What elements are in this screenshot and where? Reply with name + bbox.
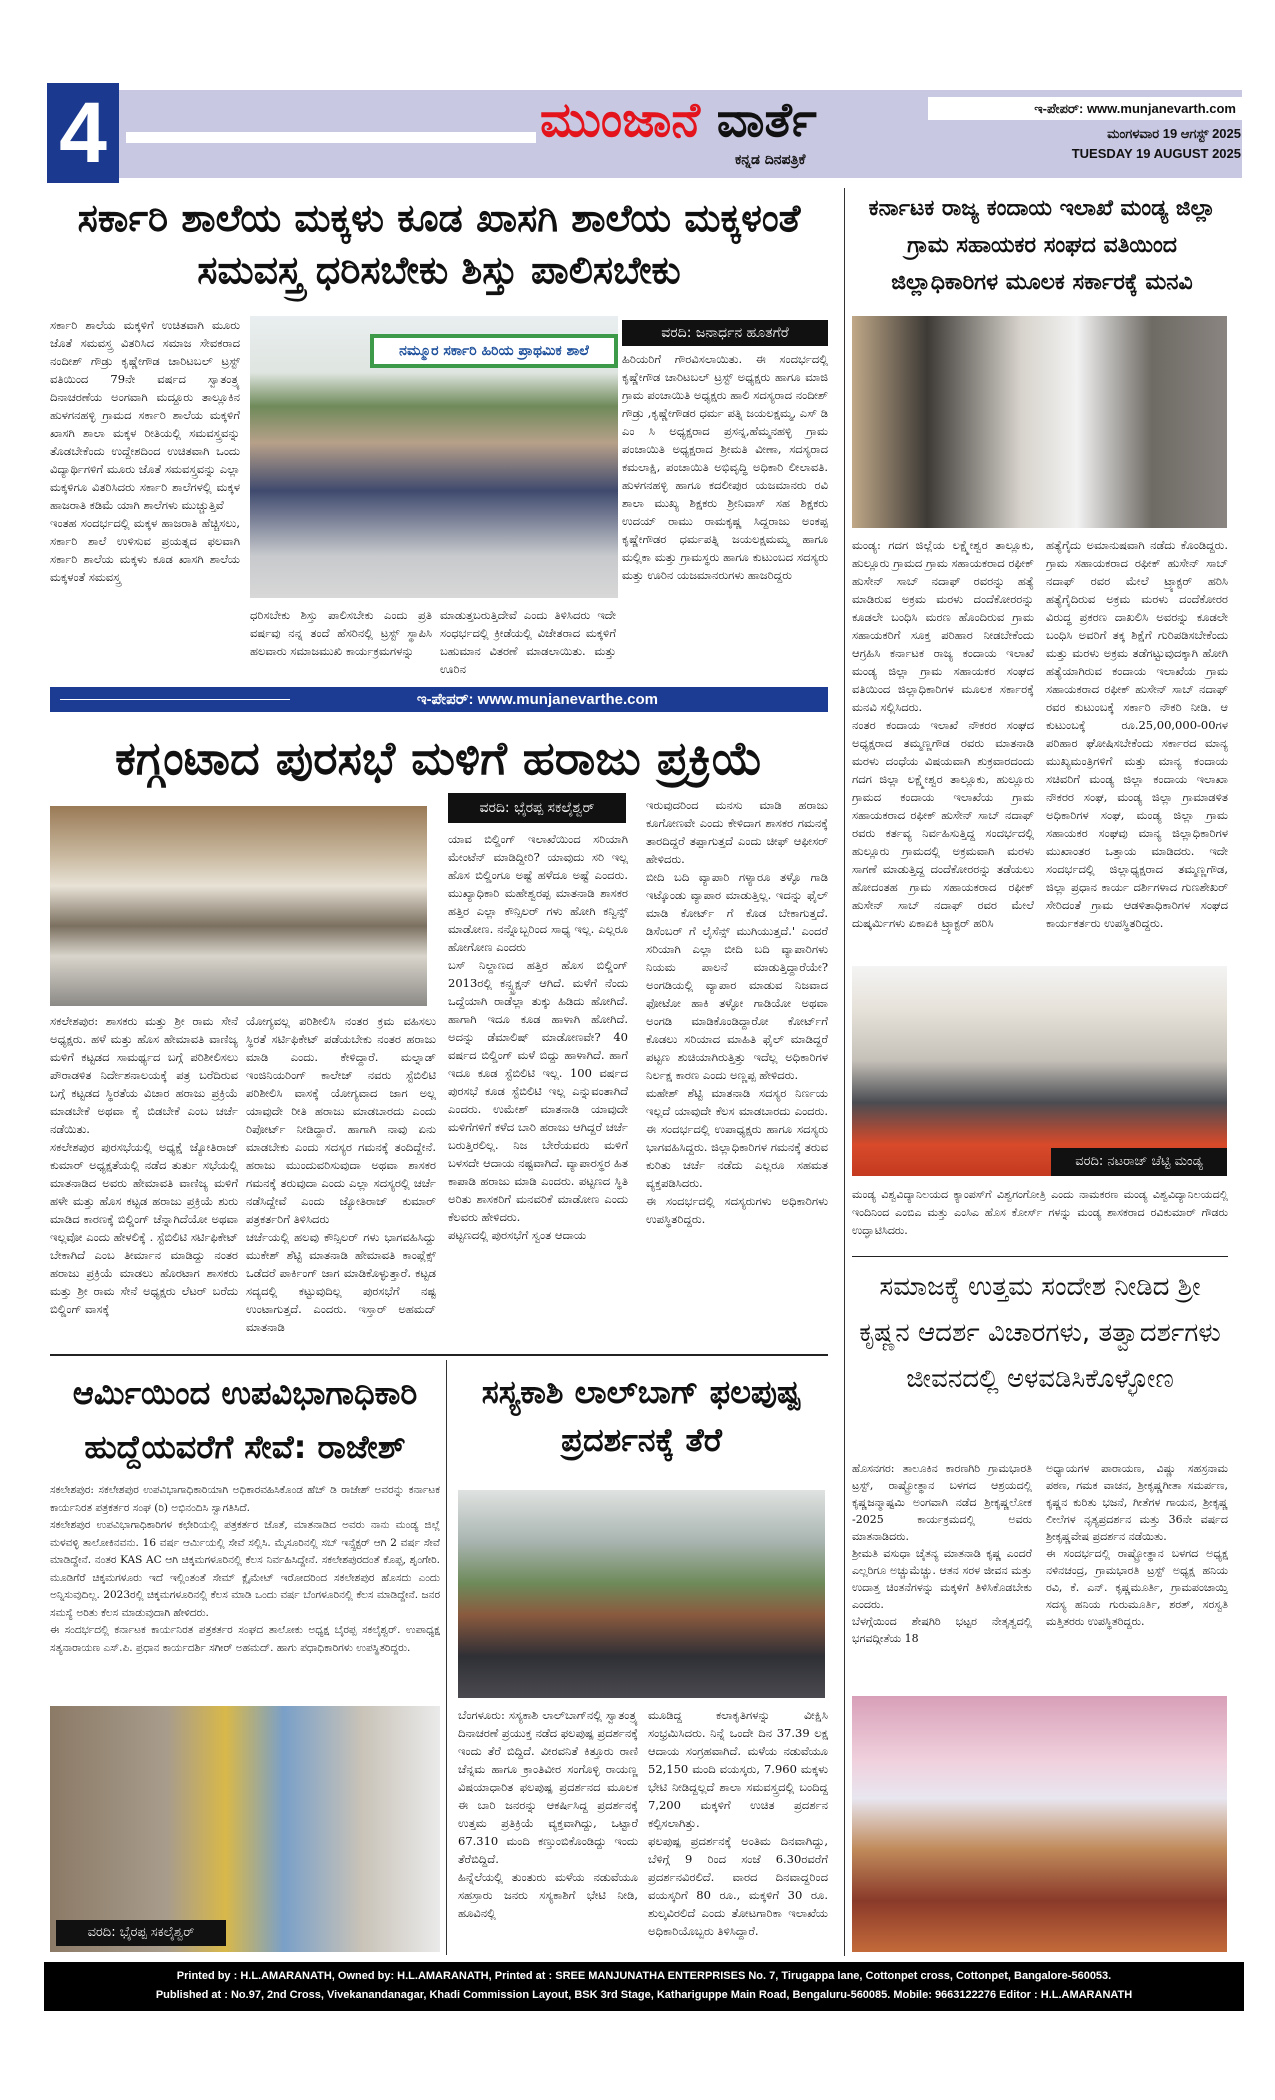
article1-col4: ಹಿರಿಯರಿಗೆ ಗೌರವಿಸಲಾಯಿತು. ಈ ಸಂದರ್ಭದಲ್ಲಿ ಕೃಷ್ಣೇಗೌಡ ಚಾರಿಟಬಲ್ ಟ್ರಸ್ಟ್ ಅಧ್ಯಕ್ಷರು ಹಾಗೂ ಮಾಜಿ ಗ್ರಾಮ ಪಂಚಾಯಿತಿ ಅಧ್ಯಕ್ಷರು ಹಾಲಿ ಸದಸ್ಯರಾದ ನಂದೀಶ್ ಗೌಡ್ರು ,ಕೃಷ್ಣೇಗೌಡರ ಧರ್ಮ ಪತ್ನಿ ಜಯಲಕ್ಷಮ್ಮ, ಎಸ್ ಡಿ ಎಂ ಸಿ ಅಧ್ಯಕ್ಷರಾದ ಪ್ರಸನ್ನ,ಹೆಮ್ಮನಹಳ್ಳಿ ಗ್ರಾಮ ಪಂಚಾಯಿತಿ ಅಧ್ಯಕ್ಷರಾದ ಶ್ರೀಮತಿ ವೀಣಾ, ಸದಸ್ಯರಾದ ಕಮಲಾಕ್ಷಿ, ಪಂಚಾಯಿತಿ ಅಭಿವೃದ್ಧಿ ಅಧಿಕಾರಿ ಲೀಲಾವತಿ. ಹುಳಗನಹಳ್ಳಿ ಹಾಗೂ ಕದಲೀಪುರ ಯಜಮಾನರು ರವಿ ಶಾಲಾ ಮುಖ್ಯ ಶಿಕ್ಷಕರು ಶ್ರೀನಿವಾಸ್ ಸಹ ಶಿಕ್ಷಕರು ಉದಯ್ ರಾಮು ರಾಮಕೃಷ್ಣ ಸಿದ್ದರಾಜು ಅಂಕಪ್ಪ ಕೃಷ್ಣೇಗೌಡರ ಧರ್ಮಪತ್ನಿ ಜಯಲಕ್ಷಮಮ್ಮ ಹಾಗೂ ಮಲ್ಲಿಕಾ ಮತ್ತು ಗ್ರಾಮಸ್ಥರು ಹಾಗೂ ಕುಟುಂಬದ ಸದಸ್ಯರು ಮತ್ತು ಊರಿನ ಯಜಮಾನರುಗಳು ಹಾಜರಿದ್ದರು (622, 352, 828, 582)
council-meeting-photo (50, 806, 427, 1006)
date-kannada: ಮಂಗಳವಾರ 19 ಆಗಸ್ಟ್ 2025 (1107, 126, 1241, 141)
masthead-rule (126, 132, 536, 143)
headline-army-rajesh: ಆರ್ಮಿಯಿಂದ ಉಪವಿಭಾಗಾಧಿಕಾರಿ ಹುದ್ದೆಯವರೆಗೆ ಸೇವೆ: ರಾಜೇಶ್ (72, 1374, 418, 1466)
headline-school-uniform: ಸರ್ಕಾರಿ ಶಾಲೆಯ ಮಕ್ಕಳು ಕೂಡ ಖಾಸಗಿ ಶಾಲೆಯ ಮಕ್ಕಳಂತೆ ಸಮವಸ್ತ್ರ ಧರಿಸಬೇಕು ಶಿಸ್ತು ಪಾಲಿಸಬೇಕು (77, 196, 801, 292)
article5-col2: ಹತ್ಯೆಗೈದು ಅಮಾನುಷವಾಗಿ ನಡೆದು ಕೊಂಡಿದ್ದರು. ಗ್ರಾಮ ಸಹಾಯಕರಾದ ರಫೀಕ್ ಹುಸೇನ್ ಸಾಬ್ ನದಾಫ್ ರವರ ಮೇಲೆ ಟ್ರ್ಯಾಕ್ಟರ್ ಹರಿಸಿ ಹತ್ಯೆಗೈದಿರುವ ಅಕ್ರಮ ಮರಳು ದಂದೆಕೋರರ ವಿರುದ್ಧ ಪ್ರಕರಣ ದಾಖಲಿಸಿ ಅವರನ್ನು ಕೂಡಲೇ ಬಂಧಿಸಿ ಅವರಿಗೆ ತಕ್ಕ ಶಿಕ್ಷೆಗೆ ಗುರಿಪಡಿಸಬೇಕೆಂದು ಮತ್ತು ಮರಳು ಅಕ್ರಮ ತಡೆಗಟ್ಟುವುದಕ್ಕಾಗಿ ಹೋಗಿ ಹತ್ಯೆಯಾಗಿರುವ ಕಂದಾಯ ಇಲಾಖೆಯ ಗ್ರಾಮ ಸಹಾಯಕರಾದ ರಫೀಕ್ ಹುಸೇನ್ ಸಾಬ್ ನದಾಫ್ ರವರ ಕುಟುಂಬಕ್ಕೆ ಸರ್ಕಾರಿ ನೌಕರಿ ನೀಡಿ. ಆ ಕುಟುಂಬಕ್ಕೆ ರೂ.25,00,000-00ಗಳ ಪರಿಹಾರ ಘೋಷಿಸಬೇಕೆಂದು ಸರ್ಕಾರದ ಮಾನ್ಯ ಮುಖ್ಯಮಂತ್ರಿಗಳಿಗೆ ಮತ್ತು ಮಾನ್ಯ ಕಂದಾಯ ಸಚಿವರಿಗೆ ಮಂಡ್ಯ ಜಿಲ್ಲಾ ಕಂದಾಯ ಇಲಾಖಾ ನೌಕರರ ಸಂಘ, ಮಂಡ್ಯ ಜಿಲ್ಲಾ ಗ್ರಾಮಾಡಳಿತ ಅಧಿಕಾರಿಗಳ ಸಂಘ, ಮಂಡ್ಯ ಜಿಲ್ಲಾ ಗ್ರಾಮ ಸಹಾಯಕರ ಸಂಘವು ಮಾನ್ಯ ಜಿಲ್ಲಾಧಿಕಾರಿಗಳ ಮುಖಾಂತರ ಒತ್ತಾಯ ಮಾಡಿದರು. ಇದೇ ಸಂದರ್ಭದಲ್ಲಿ ಜಿಲ್ಲಾಧ್ಯಕ್ಷರಾದ ತಮ್ಮಣ್ಣಗೌಡ, ಜಿಲ್ಲಾ ಪ್ರಧಾನ ಕಾರ್ಯ ದರ್ಶಿಗಳಾದ ಗುಣಶೇಖರ್ ಸೇರಿದಂತೆ ಗ್ರಾಮ ಆಡಳಿತಾಧಿಕಾರಿಗಳ ಸಂಘದ ಕಾರ್ಯಕರ್ತರು ಉಪಸ್ಥಿತರಿದ್ದರು. (1046, 538, 1228, 930)
article1-col3: ಮಾಡುತ್ತಬರುತ್ತಿದೇವೆ ಎಂದು ತಿಳಿಸಿದರು ಇದೇ ಸಂಧರ್ಭದಲ್ಲಿ ಕ್ರೀಡೆಯಲ್ಲಿ ವಿಜೇತರಾದ ಮಕ್ಕಳಿಗೆ ಬಹುಮಾನ ವಿತರಣೆ ಮಾಡಲಾಯಿತು. ಮತ್ತು ಊರಿನ (440, 608, 616, 676)
lalbagh-glasshouse-photo (458, 1490, 825, 1698)
imprint-footer (44, 1962, 1244, 2011)
krishna-event-photo (852, 1696, 1227, 1952)
university-inauguration-photo (852, 966, 1227, 1176)
epaper-link[interactable]: ಇ-ಪೇಪರ್: www.munjanevarth.com (928, 97, 1242, 120)
tagline: ಕನ್ನಡ ದಿನಪತ್ರಿಕೆ (735, 152, 806, 168)
memorandum-photo (852, 316, 1227, 528)
headline-revenue-dept-petition: ಕರ್ನಾಟಕ ರಾಜ್ಯ ಕಂದಾಯ ಇಲಾಖೆ ಮಂಡ್ಯ ಜಿಲ್ಲಾ ಗ್ರಾಮ ಸಹಾಯಕರ ಸಂಘದ ವತಿಯಿಂದ ಜಿಲ್ಲಾಧಿಕಾರಿಗಳ ಮೂಲಕ ಸರ್ಕಾರಕ್ಕೆ ಮನವಿ (868, 196, 1216, 295)
imprint-line-2: Published at : No.97, 2nd Cross, Vivekanandanagar, Khadi Commission Layout, BSK 3rd Stage, Kathariguppe Main Road, Bengaluru-560085. Mobile: 9663122276 Editor : H.L.AMARANATH (155, 1989, 1133, 2001)
article2-byline: ವರದಿ: ಭೈರಪ್ಪ ಸಕಲೈಶ್ವರ್ (448, 793, 626, 823)
date-english: TUESDAY 19 AUGUST 2025 (1071, 146, 1241, 161)
article1-col2: ಧರಿಸಬೇಕು ಶಿಸ್ತು ಪಾಲಿಸಬೇಕು ಎಂದು ಪ್ರತಿ ವರ್ಷವು ನನ್ನ ತಂದೆ ಹೆಸರಿನಲ್ಲಿ ಟ್ರಸ್ಟ್ ಸ್ಥಾಪಿಸಿ ಹಲವಾರು ಸಮಾಜಮುಖಿ ಕಾರ್ಯಕ್ರಮಗಳನ್ನು (250, 608, 432, 658)
article2-col4: ಇರುವುದರಿಂದ ಮನಸು ಮಾಡಿ ಹರಾಜು ಕೂಗೋಣವೇ ಎಂದು ಕೇಳಿದಾಗ ಶಾಸಕರ ಗಮನಕ್ಕೆ ತಾರದಿದ್ದರೆ ತಪ್ಪಾಗುತ್ತದೆ ಎಂದು ಚೀಫ್ ಆಫೀಸರ್ ಹೇಳಿದರು. ಬೀದಿ ಬದಿ ವ್ಯಾಪಾರಿ ಗಳ್ಯಾರೂ ತಳ್ಳೊ ಗಾಡಿ ಇಟ್ಕೊಂಡು ವ್ಯಾಪಾರ ಮಾಡುತ್ತಿಲ್ಲ. ಇದನ್ನು ಫೈಲ್ ಮಾಡಿ ಕೋರ್ಟ್ ಗೆ ಕೊಡ ಬೇಕಾಗುತ್ತದೆ. ಡಿಸೆಂಬರ್ ಗೆ ಲೈಸೆನ್ಸ್ ಮುಗಿಯುತ್ತದೆ.' ಎಂದರೆ ಸರಿಯಾಗಿ ಎಲ್ಲಾ ಬೀದಿ ಬದಿ ವ್ಯಾಪಾರಿಗಳು ನಿಯಮ ಪಾಲನೆ ಮಾಡುತ್ತಿದ್ದಾರೆಯೇ? ಅಂಗಡಿಯಲ್ಲಿ ವ್ಯಾಪಾರ ಮಾಡುವ ನಿಜವಾದ ಫೋಟೋ ಹಾಕಿ ತಳ್ಳೋ ಗಾಡಿಯೋ ಅಥವಾ ಅಂಗಡಿ ಮಾಡಿಕೊಂಡಿದ್ದಾರೋ ಕೋರ್ಟ್‌ಗೆ ಕೊಡಲು ಸರಿಯಾದ ಮಾಹಿತಿ ಫೈಲ್ ಮಾಡಿದ್ದರೆ ಪಟ್ಟಣ ಶುಚಿಯಾಗಿರುತ್ತಿತ್ತು ಇದೆಲ್ಲ ಅಧಿಕಾರಿಗಳ ನಿರ್ಲಕ್ಷ ಕಾರಣ ಎಂದು ಅಣ್ಣಪ್ಪ ಹೇಳಿದರು. ಮಹೇಶ್ ಶೆಟ್ಟಿ ಮಾತನಾಡಿ ಸದಸ್ಯರ ನಿರ್ಣಯ ಇಲ್ಲದೆ ಯಾವುದೇ ಕೆಲಸ ಮಾಡಬಾರದು ಎಂದರು. ಈ ಸಂದರ್ಭದಲ್ಲಿ ಉಪಾಧ್ಯಕ್ಷರು ಹಾಗೂ ಸದಸ್ಯರು ಭಾಗವಹಿಸಿದ್ದರು. ಜಿಲ್ಲಾಧಿಕಾರಿಗಳ ಗಮನಕ್ಕೆ ತರುವ ಕುರಿತು ಚರ್ಚೆ ನಡೆದು ಎಲ್ಲರೂ ಸಹಮತ ವ್ಯಕ್ತಪಡಿಸಿದರು. ಈ ಸಂದರ್ಭದಲ್ಲಿ ಸದಸ್ಯರುಗಳು ಅಧಿಕಾರಿಗಳು ಉಪಸ್ಥಿತರಿದ್ದರು. (646, 798, 828, 1226)
column-divider (844, 188, 845, 1956)
school-photo (250, 316, 618, 598)
logo-black: ವಾರ್ತೆ (716, 92, 817, 148)
bottom-column-divider (446, 1360, 447, 1955)
article2-col2: ಯೋಗ್ಯವಲ್ಲ ಪರಿಶೀಲಿಸಿ ನಂತರ ಕ್ರಮ ವಹಿಸಲು ಸ್ಥಿರತೆ ಸರ್ಟಿಫಿಕೇಟ್ ಪಡೆಯಬೇಕು ನಂತರ ಹರಾಜು ಮಾಡಿ ಎಂದು. ಕೇಳಿದ್ದಾರೆ. ಮಲ್ನಾಡ್ ಇಂಜಿನಿಯರಿಂಗ್ ಕಾಲೇಜ್ ನವರು ಸ್ಟೆಬಿಲಿಟಿ ಪರಿಶೀಲಿಸಿ ವಾಸಕ್ಕೆ ಯೋಗ್ಯವಾದ ಜಾಗ ಅಲ್ಲ ಯಾವುದೇ ರೀತಿ ಹರಾಜು ಮಾಡಬಾರದು ಎಂದು ರಿಪೋರ್ಟ್ ನೀಡಿದ್ದಾರೆ. ಹಾಗಾಗಿ ನಾವು ಏನು ಮಾಡಬೇಕು ಎಂದು ಸದಸ್ಯರ ಗಮನಕ್ಕೆ ತಂದಿದ್ದೇನೆ. ಹರಾಜು ಮುಂದುವರಿಸುವುದಾ ಅಥವಾ ಶಾಸಕರ ಗಮನಕ್ಕೆ ತರುವುದಾ ಎಂದು ಎಲ್ಲಾ ಸದಸ್ಯರಲ್ಲಿ ಚರ್ಚೆ ನಡೆಸಿದ್ದೇವೆ ಎಂದು ಜ್ಯೋತಿರಾಜ್ ಕುಮಾರ್ ಪತ್ರಕರ್ತರಿಗೆ ತಿಳಿಸಿದರು ಚರ್ಚೆಯಲ್ಲಿ ಹಲವು ಕೌನ್ಸಿಲರ್ ಗಳು ಭಾಗವಹಿಸಿದ್ದು ಮುಕೇಶ್ ಶೆಟ್ಟಿ ಮಾತನಾಡಿ ಹೇಮಾವತಿ ಕಾಂಪ್ಲೆಕ್ಸ್ ಒಡೆದರೆ ಪಾರ್ಕಿಂಗ್ ಜಾಗ ಮಾಡಿಕೊಳ್ಳುತ್ತಾರೆ. ಕಟ್ಟಡ ಸದ್ಯದಲ್ಲಿ ಕಟ್ಟುವುದಿಲ್ಲ ಪುರಸಭೆಗೆ ನಷ್ಟ ಉಂಟಾಗುತ್ತದೆ. ಎಂದರು. ಇಸ್ತಾರ್ ಅಹಮದ್ ಮಾತನಾಡಿ (246, 1014, 436, 1334)
rajesh-felicitation-photo (50, 1706, 440, 1952)
article6-col1: ಹೊಸನಗರ: ತಾಲೂಕಿನ ಕಾರಣಗಿರಿ ಗ್ರಾಮಭಾರತಿ ಟ್ರಸ್ಟ್, ರಾಷ್ಟ್ರೋತ್ಥಾನ ಬಳಗದ ಆಶ್ರಯದಲ್ಲಿ ಕೃಷ್ಣಜನ್ಮಾಷ್ಟಮಿ ಅಂಗವಾಗಿ ನಡೆದ ಶ್ರೀಕೃಷ್ಣಲೋಕ -2025 ಕಾರ್ಯಕ್ರಮದಲ್ಲಿ ಅವರು ಮಾತನಾಡಿದರು. ಶ್ರೀಮತಿ ವಸುಧಾ ಚೈತನ್ಯ ಮಾತನಾಡಿ ಕೃಷ್ಣ ಎಂದರೆ ಎಲ್ಲರಿಗೂ ಅಚ್ಚುಮೆಚ್ಚು. ಆತನ ಸರಳ ಜೀವನ ಮತ್ತು ಉದಾತ್ತ ಚಿಂತನೆಗಳನ್ನು ಮಕ್ಕಳಿಗೆ ತಿಳಿಸಿಕೊಡಬೇಕು ಎಂದರು. ಬೆಳಗ್ಗೆಯಿಂದ ಶೇಷಗಿರಿ ಭಟ್ಟರ ನೇತೃತ್ವದಲ್ಲಿ ಭಗವದ್ಗೀತೆಯ 18 (852, 1462, 1032, 1645)
article4-col1: ಬೆಂಗಳೂರು: ಸಸ್ಯಕಾಶಿ ಲಾಲ್‌ಬಾಗ್‌ನಲ್ಲಿ ಸ್ವಾತಂತ್ರ್ಯ ದಿನಾಚರಣೆ ಪ್ರಯುಕ್ತ ನಡೆದ ಫಲಪುಷ್ಪ ಪ್ರದರ್ಶನಕ್ಕೆ ಇಂದು ತೆರೆ ಬಿದ್ದಿದೆ. ವೀರವನಿತೆ ಕಿತ್ತೂರು ರಾಣಿ ಚೆನ್ನಮ ಹಾಗೂ ಕ್ರಾಂತಿವೀರ ಸಂಗೊಳ್ಳಿ ರಾಯಣ್ಣ ವಿಷಯಾಧಾರಿತ ಫಲಪುಷ್ಪ ಪ್ರದರ್ಶನದ ಮೂಲಕ ಈ ಬಾರಿ ಜನರನ್ನು ಆಕರ್ಷಿಸಿದ್ದ ಪ್ರದರ್ಶನಕ್ಕೆ ಉತ್ತಮ ಪ್ರತಿಕ್ರಿಯೆ ವ್ಯಕ್ತವಾಗಿದ್ದು, ಒಟ್ಟಾರೆ 67.310 ಮಂದಿ ಕಣ್ತುಂಬಿಕೊಂಡಿದ್ದು ಇಂದು ತೆರೆಬಿದ್ದಿದೆ. ಹಿನ್ನೆಲೆಯಲ್ಲಿ ತುಂತುರು ಮಳೆಯ ನಡುವೆಯೂ ಸಹಸ್ರಾರು ಜನರು ಸಸ್ಯಕಾಶಿಗೆ ಭೇಟಿ ನೀಡಿ, ಹೂವಿನಲ್ಲಿ (458, 1708, 638, 1920)
logo-red: ಮುಂಜಾನೆ (540, 92, 700, 148)
imprint-line-1: Printed by : H.L.AMARANATH, Owned by: H.L.AMARANATH, Printed at : SREE MANJUNATHA ENTERPRISES No. 7, Tirugappa lane, Cottonpet cross, Cottonpet, Bangalore-560053. (176, 1970, 1112, 1982)
article5-col1: ಮಂಡ್ಯ: ಗದಗ ಜಿಲ್ಲೆಯ ಲಕ್ಷ್ಮೇಶ್ವರ ತಾಲ್ಲೂಕು, ಹುಲ್ಲೂರು ಗ್ರಾಮದ ಗ್ರಾಮ ಸಹಾಯಕರಾದ ರಫೀಕ್ ಹುಸೇನ್ ಸಾಬ್ ನದಾಫ್ ರವರನ್ನು ಹತ್ಯೆ ಮಾಡಿರುವ ಅಕ್ರಮ ಮರಳು ದಂದೆಕೋರರನ್ನು ಕೂಡಲೇ ಬಂಧಿಸಿ ಮರಣ ಹೊಂದಿರುವ ಗ್ರಾಮ ಸಹಾಯಕರಿಗೆ ಸೂಕ್ತ ಪರಿಹಾರ ನೀಡಬೇಕೆಂದು ಆಗ್ರಹಿಸಿ ಕರ್ನಾಟಕ ರಾಜ್ಯ ಕಂದಾಯ ಇಲಾಖೆ ಮಂಡ್ಯ ಜಿಲ್ಲಾ ಗ್ರಾಮ ಸಹಾಯಕರ ಸಂಘದ ವತಿಯಿಂದ ಜಿಲ್ಲಾಧಿಕಾರಿಗಳ ಮೂಲಕ ಸರ್ಕಾರಕ್ಕೆ ಮನವಿ ಸಲ್ಲಿಸಿದರು. ನಂತರ ಕಂದಾಯ ಇಲಾಖೆ ನೌಕರರ ಸಂಘದ ಅಧ್ಯಕ್ಷರಾದ ತಮ್ಮಣ್ಣಗೌಡ ರವರು ಮಾತನಾಡಿ ಮರಳು ದಂಧೆಯ ವಿಷಯವಾಗಿ ಶುಕ್ರವಾರದಂದು ಗದಗ ಜಿಲ್ಲಾ ಲಕ್ಷ್ಮೇಶ್ವರ ತಾಲ್ಲೂಕು, ಹುಲ್ಲೂರು ಗ್ರಾಮದ ಕಂದಾಯ ಇಲಾಖೆಯ ಗ್ರಾಮ ಸಹಾಯಕರಾದ ರಫೀಕ್ ಹುಸೇನ್ ಸಾಬ್ ನದಾಫ್ ರವರು ಕರ್ತವ್ಯ ನಿರ್ವಹಿಸುತ್ತಿದ್ದ ಸಂದರ್ಭದಲ್ಲಿ ಹುಲ್ಲೂರು ಗ್ರಾಮದಲ್ಲಿ ಅಕ್ರಮವಾಗಿ ಮರಳು ಸಾಗಣೆ ಮಾಡುತ್ತಿದ್ದ ದಂದೆಕೋರರನ್ನು ತಡೆಯಲು ಹೋದಂತಹ ಗ್ರಾಮ ಸಹಾಯಕರಾದ ರಫೀಕ್ ಹುಸೇನ್ ಸಾಬ್ ನದಾಫ್ ರವರ ಮೇಲೆ ದುಷ್ಕರ್ಮಿಗಳು ಏಕಾಏಕಿ ಟ್ರ್ಯಾಕ್ಟರ್ ಹರಿಸಿ (852, 538, 1034, 930)
headline-lalbagh-flower-show: ಸಸ್ಯಕಾಶಿ ಲಾಲ್‌ಬಾಗ್ ಫಲಪುಷ್ಪ ಪ್ರದರ್ಶನಕ್ಕೆ ತೆರೆ (481, 1373, 802, 1459)
article2-col3: ಯಾವ ಬಿಲ್ಡಿಂಗ್ ಇಲಾಖೆಯಿಂದ ಸರಿಯಾಗಿ ಮೇಂಟೆನ್ ಮಾಡಿದ್ದೀರಿ? ಯಾವುದು ಸರಿ ಇಲ್ಲ ಹೊಸ ಬಿಲ್ಡಿಂಗೂ ಅಷ್ಟೆ ಹಳೆದೂ ಅಷ್ಟೆ ಎಂದರು. ಮುಖ್ಯಾಧಿಕಾರಿ ಮಹೇಶ್ವರಪ್ಪ ಮಾತನಾಡಿ ಶಾಸಕರ ಹತ್ತಿರ ಎಲ್ಲಾ ಕೌನ್ಸಿಲರ್ ಗಳು ಹೋಗಿ ಕನ್ವಿನ್ಸ್ ಮಾಡೋಣ. ನನ್ನೊಬ್ಬರಿಂದ ಸಾಧ್ಯ ಇಲ್ಲ. ಎಲ್ಲರೂ ಹೋಗೋಣ ಎಂದರು ಬಸ್ ನಿಲ್ದಾಣದ ಹತ್ತಿರ ಹೊಸ ಬಿಲ್ಡಿಂಗ್ 2013ರಲ್ಲಿ ಕನ್ಸ್ಟ್ರಕ್ಷನ್ ಆಗಿದೆ. ಮಳೆಗೆ ನೆಂದು ಒದ್ದೆಯಾಗಿ ರಾಡೆಲ್ಲಾ ತುಕ್ಕು ಹಿಡಿದು ಹೋಗಿದೆ. ಹಾಗಾಗಿ ಇದೂ ಕೂಡ ಹಾಳಾಗಿ ಹೋಗಿದೆ. ಅದನ್ನು ಡೆಮಾಲಿಷ್ ಮಾಡೋಣವೇ? 40 ವರ್ಷದ ಬಿಲ್ಡಿಂಗ್ ಮಳೆ ಬಿದ್ದು ಹಾಳಾಗಿದೆ. ಹಾಗೆ ಇದೂ ಕೂಡ ಸ್ಟೆಬಿಲಿಟಿ ಇಲ್ಲ. 100 ವರ್ಷದ ಪುರಸಭೆ ಕೂಡ ಸ್ಟೆಬಿಲಿಟಿ ಇಲ್ಲ ಎನ್ನುವಂತಾಗಿದೆ ಎಂದರು. ಉಮೇಶ್ ಮಾತನಾಡಿ ಯಾವುದೇ ಮಳಿಗೆಗಳಿಗೆ ಕಳೆದ ಬಾರಿ ಹರಾಜು ಆಗಿದ್ದರೆ ಚರ್ಚೆ ಬರುತ್ತಿರಲಿಲ್ಲ. ನಿಜ ಬೇರೆಯವರು ಮಳಿಗೆ ಬಳಸದೇ ಆದಾಯ ನಷ್ಟವಾಗಿದೆ. ವ್ಯಾಪಾರಸ್ಥರ ಹಿತ ಕಾಪಾಡಿ ಹರಾಜು ಮಾಡಿ ಎಂದರು. ಪಟ್ಟಣದ ಸ್ಥಿತಿ ಅರಿತು ಶಾಸಕರಿಗೆ ಮನವರಿಕೆ ಮಾಡೋಣ ಎಂದು ಕೆಲವರು ಹೇಳಿದರು. ಪಟ್ಟಣದಲ್ಲಿ ಪುರಸಭೆಗೆ ಸ್ವಂತ ಆದಾಯ (448, 832, 628, 1242)
photo-byline: ವರದಿ: ನಟರಾಜ್ ಚೆಟ್ಟಿ ಮಂಡ್ಯ (1051, 1148, 1227, 1176)
article2-col1: ಸಕಲೇಶಪುರ: ಶಾಸಕರು ಮತ್ತು ಶ್ರೀ ರಾಮ ಸೇನೆ ಅಧ್ಯಕ್ಷರು. ಹಳೆ ಮತ್ತು ಹೊಸ ಹೇಮಾವತಿ ವಾಣಿಜ್ಯ ಮಳಿಗೆ ಕಟ್ಟಡದ ಸಾಮರ್ಥ್ಯದ ಬಗ್ಗೆ ಪರಿಶೀಲಿಸಲು ಪೌರಾಡಳಿತ ನಿರ್ದೇಶನಾಲಯಕ್ಕೆ ಪತ್ರ ಬರೆದಿರುವ ಬಗ್ಗೆ ಕಟ್ಟಡದ ಸ್ಥಿರತೆಯ ವಿಚಾರ ಹರಾಜು ಪ್ರಕ್ರಿಯೆ ಮಾಡಬೇಕೆ ಅಥವಾ ಕೈ ಬಿಡಬೇಕೆ ಎಂಬ ಚರ್ಚೆ ನಡೆಯಿತು. ಸಕಲೇಶಪುರ ಪುರಸಭೆಯಲ್ಲಿ ಅಧ್ಯಕ್ಷೆ ಜ್ಯೋತಿರಾಜ್ ಕುಮಾರ್ ಅಧ್ಯಕ್ಷತೆಯಲ್ಲಿ ನಡೆದ ತುರ್ತು ಸಭೆಯಲ್ಲಿ ಮಾತನಾಡಿದ ಅವರು ಹೇಮಾವತಿ ವಾಣಿಜ್ಯ ಮಳಿಗೆ ಹಳೇ ಮತ್ತು ಹೊಸ ಕಟ್ಟಡ ಹರಾಜು ಪ್ರಕ್ರಿಯೆ ಶುರು ಮಾಡಿದ ಕಾರಣಕ್ಕೆ ಬಿಲ್ಡಿಂಗ್ ಚೆನ್ನಾಗಿದೆಯೋ ಅಥವಾ ಇಲ್ಲವೋ ಎಂದು ಹೇಳಲಿಕ್ಕೆ . ಸ್ಟೆಬಿಲಿಟಿ ಸರ್ಟಿಫಿಕೇಟ್ ಬೇಕಾಗಿದೆ ಎಂಬ ತೀರ್ಮಾನ ಮಾಡಿದ್ದು ನಂತರ ಹರಾಜು ಪ್ರಕ್ರಿಯೆ ಮಾಡಲು ಹೊರಟಾಗ ಶಾಸಕರು ಮತ್ತು ಶ್ರೀ ರಾಮ ಸೇನೆ ಅಧ್ಯಕ್ಷರು ಲೆಟರ್ ಬರೆದು ಬಿಲ್ಡಿಂಗ್ ವಾಸಕ್ಕೆ (50, 1014, 238, 1316)
university-caption: ಮಂಡ್ಯ ವಿಶ್ವವಿದ್ಯಾನಿಲಯದ ಕ್ಯಾಂಪಸ್‌ಗೆ ವಿಶ್ವಗಂಗೋತ್ರಿ ಎಂದು ನಾಮಕರಣ ಮಂಡ್ಯ ವಿಶ್ವವಿದ್ಯಾನಿಲಯದಲ್ಲಿ ಇಂದಿನಿಂದ ಎಂಬಿಎ ಮತ್ತು ಎಂಸಿಎ ಹೊಸ ಕೋರ್ಸ್ ಗಳನ್ನು ಮಂಡ್ಯ ಶಾಸಕರಾದ ರವಿಕುಮಾರ್ ಗೌಡರು ಉದ್ಘಾಟಿಸಿದರು. (852, 1188, 1228, 1237)
page-number: 4 (47, 83, 119, 183)
article4-col2: ಮೂಡಿದ್ದ ಕಲಾಕೃತಿಗಳನ್ನು ವೀಕ್ಷಿಸಿ ಸಂಭ್ರಮಿಸಿದರು. ನಿನ್ನೆ ಒಂದೇ ದಿನ 37.39 ಲಕ್ಷ ಆದಾಯ ಸಂಗ್ರಹವಾಗಿದೆ. ಮಳೆಯ ನಡುವೆಯೂ 52,150 ಮಂದಿ ವಯಸ್ಕರು, 7.960 ಮಕ್ಕಳು ಭೇಟಿ ನೀಡಿದ್ದಲ್ಲದೆ ಶಾಲಾ ಸಮವಸ್ತ್ರದಲ್ಲಿ ಬಂದಿದ್ದ 7,200 ಮಕ್ಕಳಿಗೆ ಉಚಿತ ಪ್ರದರ್ಶನ ಕಲ್ಪಿಸಲಾಗಿತ್ತು. ಫಲಪುಷ್ಪ ಪ್ರದರ್ಶನಕ್ಕೆ ಅಂತಿಮ ದಿನವಾಗಿದ್ದು, ಬೆಳಿಗ್ಗೆ 9 ರಿಂದ ಸಂಜೆ 6.30ರವರೆಗೆ ಪ್ರದರ್ಶನವಿರಲಿದೆ. ವಾರದ ದಿನವಾದ್ದರಿಂದ ವಯಸ್ಕರಿಗೆ 80 ರೂ., ಮಕ್ಕಳಿಗೆ 30 ರೂ. ಶುಲ್ಕವಿರಲಿದೆ ಎಂದು ತೋಟಗಾರಿಕಾ ಇಲಾಖೆಯ ಅಧಿಕಾರಿಯೊಬ್ಬರು ತಿಳಿಸಿದ್ದಾರೆ. (648, 1708, 828, 1938)
section-divider (50, 1354, 828, 1356)
article3-body: ಸಕಲೇಶಪುರ: ಸಕಲೇಶಪುರ ಉಪವಿಭಾಗಾಧಿಕಾರಿಯಾಗಿ ಅಧಿಕಾರವಹಿಸಿಕೊಂಡ ಹೆಚ್ ಡಿ ರಾಜೇಶ್ ಅವರನ್ನು ಕರ್ನಾಟಕ ಕಾರ್ಯನಿರತ ಪತ್ರಕರ್ತರ ಸಂಘ (ರಿ) ಅಭಿನಂದಿಸಿ ಸ್ವಾಗತಿಸಿದೆ. ಸಕಲೇಶಪುರ ಉಪವಿಭಾಗಾಧಿಕಾರಿಗಳ ಕಛೇರಿಯಲ್ಲಿ ಪತ್ರಕರ್ತರ ಜೊತೆ, ಮಾತನಾಡಿದ ಅವರು ನಾನು ಮಂಡ್ಯ ಜಿಲ್ಲೆ ಮಳವಳ್ಳಿ ತಾಲೋಕಿನವನು. 16 ವರ್ಷ ಆರ್ಮಿಯಲ್ಲಿ ಸೇವೆ ಸಲ್ಲಿಸಿ. ಮೈಸೂರಿನಲ್ಲಿ ಸಬ್ ಇನ್ಸ್ಪೆಕ್ಟರ್ ಆಗಿ 2 ವರ್ಷ ಸೇವೆ ಮಾಡಿದ್ದೇನೆ. ನಂತರ KAS AC ಆಗಿ ಚಿಕ್ಕಮಗಳೂರಿನಲ್ಲಿ ಕೆಲಸ ನಿರ್ವಹಿಸಿದ್ದೇನೆ. ಸಕಲೇಶಪುರದಂತೆ ಕೊಪ್ಪ, ಶೃಂಗೇರಿ. ಮೂಡಿಗೆರೆ ಚಿಕ್ಕಮಗಳೂರು ಇದೆ ಇಲ್ಲಿಂತಂತೆ ಸೇಮ್ ಕ್ಲೈಮೇಟ್ ಇರೋದರಿಂದ ಸಕಲೇಶಪುರ ಹೊಸದು ಎಂದು ಅನ್ನಿಸುವುದಿಲ್ಲ. 2023ರಲ್ಲಿ ಚಿಕ್ಕಮಗಳೂರಿನಲ್ಲಿ ಕೆಲಸ ಮಾಡಿ ಒಂದು ವರ್ಷ ಬೆಂಗಳೂರಿನಲ್ಲಿ ಕೆಲಸ ಮಾಡಿದ್ದೇನೆ. ಜನರ ಸಮಸ್ಯೆ ಅರಿತು ಕೆಲಸ ಮಾಡುವುದಾಗಿ ಹೇಳಿದರು. ಈ ಸಂದರ್ಭದಲ್ಲಿ ಕರ್ನಾಟಕ ಕಾರ್ಯನಿರತ ಪತ್ರಕರ್ತರ ಸಂಘದ ತಾಲೋಕು ಅಧ್ಯಕ್ಷ ಬೈರಪ್ಪ ಸಕಲೈಶ್ವರ್. ಉಪಾಧ್ಯಕ್ಷ ಸತ್ಯನಾರಾಯಣ ಎಸ್.ಪಿ. ಪ್ರಧಾನ ಕಾರ್ಯದರ್ಶಿ ಸಗೀರ್ ಅಹಮದ್. ಹಾಗು ಪಧಾಧಿಕಾರಿಗಳು ಉಪಸ್ಥಿತರಿದ್ದರು. (50, 1484, 440, 1654)
right-divider (852, 1256, 1228, 1257)
article6-col2: ಅಧ್ಯಾಯಗಳ ಪಾರಾಯಣ, ವಿಷ್ಣು ಸಹಸ್ರನಾಮ ಪಠಣ, ಗಮಕ ವಾಚನ, ಶ್ರೀಕೃಷ್ಣಗೀತಾ ಸಮರ್ಪಣ, ಕೃಷ್ಣನ ಕುರಿತು ಭಜನೆ, ಗೀತೆಗಳ ಗಾಯನ, ಶ್ರೀಕೃಷ್ಣ ಲೀಲೆಗಳ ನೃತ್ಯಪ್ರದರ್ಶನ ಮತ್ತು 36ನೇ ವರ್ಷದ ಶ್ರೀಕೃಷ್ಣವೇಷ ಪ್ರದರ್ಶನ ನಡೆಯಿತು. ಈ ಸಂದರ್ಭದಲ್ಲಿ ರಾಷ್ಟ್ರೋತ್ಥಾನ ಬಳಗದ ಅಧ್ಯಕ್ಷ ನಳಿನಚಂದ್ರ, ಗ್ರಾಮಭಾರತಿ ಟ್ರಸ್ಟ್ ಅಧ್ಯಕ್ಷ ಹನಿಯ ರವಿ, ಕೆ. ಎನ್. ಕೃಷ್ಣಮೂರ್ತಿ, ಗ್ರಾಮಪಂಚಾಯ್ತಿ ಸದಸ್ಯ ಹನಿಯ ಗುರುಮೂರ್ತಿ, ಶರತ್, ಸರಸ್ವತಿ ಮತ್ತಿತರರು ಉಪಸ್ಥಿತರಿದ್ದರು. (1046, 1462, 1228, 1628)
headline-municipal-auction: ಕಗ್ಗಂಟಾದ ಪುರಸಭೆ ಮಳಿಗೆ ಹರಾಜು ಪ್ರಕ್ರಿಯೆ (115, 731, 763, 785)
epaper-bar[interactable]: ಇ-ಪೇಪರ್: www.munjanevarthe.com (50, 687, 828, 712)
newspaper-logo (540, 92, 817, 148)
school-signboard: ನಮ್ಮೂರ ಸರ್ಕಾರಿ ಹಿರಿಯ ಪ್ರಾಥಮಿಕ ಶಾಲೆ (370, 334, 618, 368)
article1-col1: ಸರ್ಕಾರಿ ಶಾಲೆಯ ಮಕ್ಕಳಿಗೆ ಉಚಿತವಾಗಿ ಮೂರು ಜೊತೆ ಸಮವಸ್ತ್ರ ವಿತರಿಸಿದ ಸಮಾಜ ಸೇವಕರಾದ ನಂದೀಶ್ ಗೌಡ್ರು ಕೃಷ್ಣೇಗೌಡ ಚಾರಿಟಬಲ್ ಟ್ರಸ್ಟ್ ವತಿಯಿಂದ 79ನೇ ವರ್ಷದ ಸ್ವಾತಂತ್ರ್ಯ ದಿನಾಚರಣೆಯ ಅಂಗವಾಗಿ ಮದ್ದೂರು ತಾಲ್ಲೂಕಿನ ಹುಳಗನಹಳ್ಳಿ ಗ್ರಾಮದ ಸರ್ಕಾರಿ ಶಾಲೆಯ ಮಕ್ಕಳಿಗೆ ಖಾಸಗಿ ಶಾಲಾ ಮಕ್ಕಳ ರೀತಿಯಲ್ಲಿ ಸಮವಸ್ತ್ರವನ್ನು ತೊಡಬೇಕೆಂದು ಉದ್ದೇಶದಿಂದ ಉಚಿತವಾಗಿ ಒಂದು ವಿದ್ಯಾರ್ಥಿಗಳಿಗೆ ಮೂರು ಜೊತೆ ಸಮವಸ್ತ್ರವನ್ನು ಎಲ್ಲಾ ಮಕ್ಕಳಿಗೂ ವಿತರಿಸಿದರು ಸರ್ಕಾರಿ ಶಾಲೆಗಳಲ್ಲಿ ಮಕ್ಕಳ ಹಾಜರಾತಿ ಕಡಿಮೆ ಯಾಗಿ ಶಾಲೆಗಳು ಮುಚ್ಚುತ್ತಿವೆ ಇಂತಹ ಸಂದರ್ಭದಲ್ಲಿ ಮಕ್ಕಳ ಹಾಜರಾತಿ ಹೆಚ್ಚಿಸಲು, ಸರ್ಕಾರಿ ಶಾಲೆ ಉಳಿಸುವ ಪ್ರಯತ್ನದ ಫಲವಾಗಿ ಸರ್ಕಾರಿ ಶಾಲೆಯ ಮಕ್ಕಳು ಕೂಡ ಖಾಸಗಿ ಶಾಲೆಯ ಮಕ್ಕಳಂತೆ ಸಮವಸ್ತ್ರ (50, 318, 240, 584)
headline-krishna-ideals: ಸಮಾಜಕ್ಕೆ ಉತ್ತಮ ಸಂದೇಶ ನೀಡಿದ ಶ್ರೀ ಕೃಷ್ಣನ ಆದರ್ಶ ವಿಚಾರಗಳು, ತತ್ವಾದರ್ಶಗಳು ಜೀವನದಲ್ಲಿ ಅಳವಡಿಸಿಕೊಳ್ಳೋಣ (859, 1272, 1221, 1394)
article1-byline: ವರದಿ: ಜನಾರ್ಧನ ಹೂತಗೆರೆ (622, 320, 828, 346)
article3-byline: ವರದಿ: ಭೈರಪ್ಪ ಸಕಲೈಶ್ವರ್ (56, 1920, 226, 1946)
